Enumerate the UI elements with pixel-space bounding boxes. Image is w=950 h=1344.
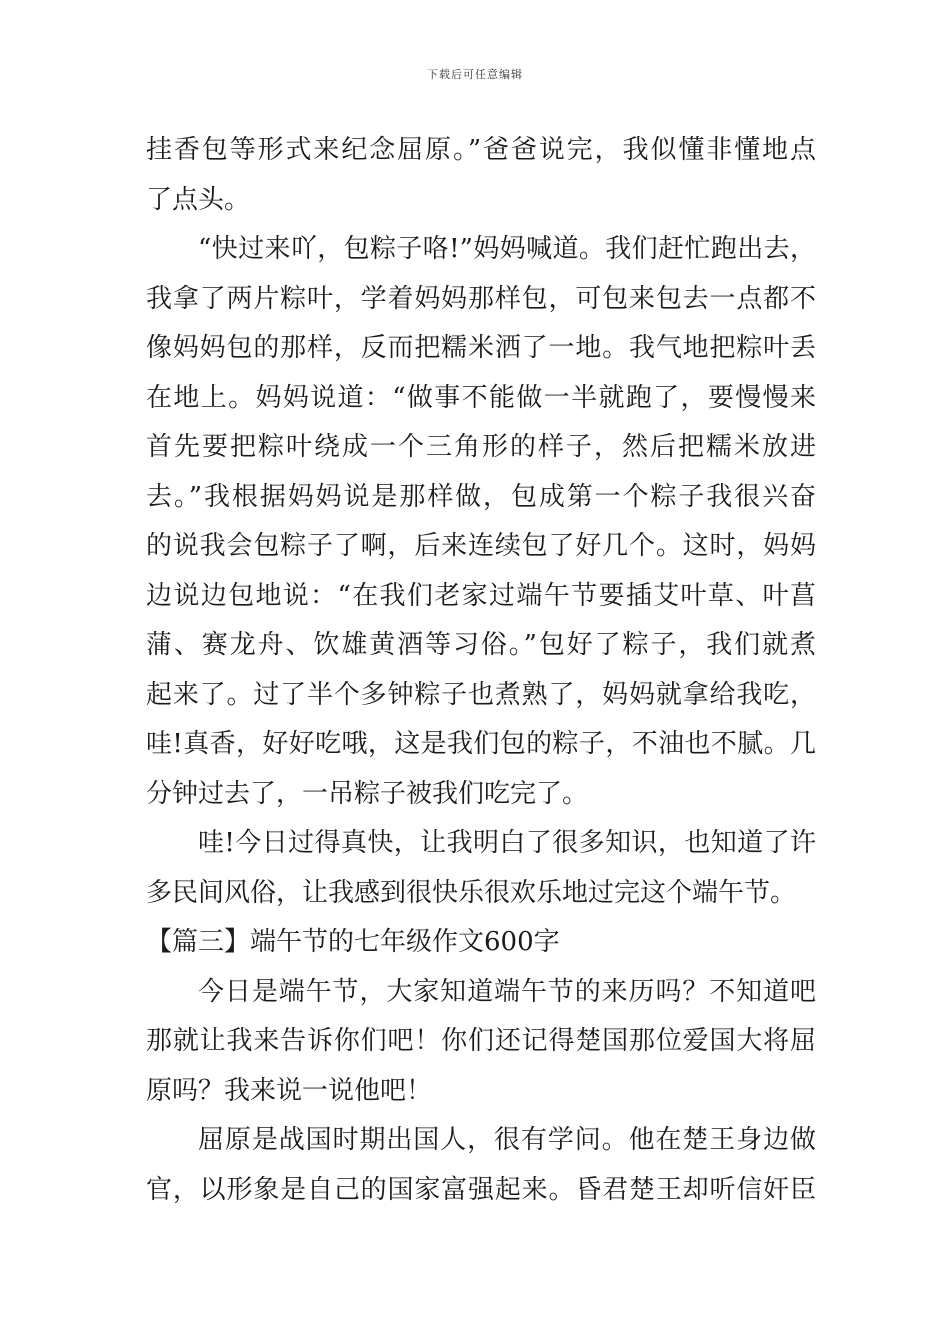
text-line: 了点头。 <box>146 184 251 215</box>
text-line: 哇!真香，好好吃哦，这是我们包的粽子，不油也不腻。几 <box>146 729 816 759</box>
text-line: 蒲、赛龙舟、饮雄黄酒等习俗。”包好了粽子，我们就煮 <box>146 630 816 660</box>
text-line: 官，以形象是自己的国家富强起来。昏君楚王却听信奸臣 <box>146 1174 816 1205</box>
text-line: 原吗？我来说一说他吧！ <box>146 1075 433 1106</box>
text-line: 边说边包地说：“在我们老家过端午节要插艾叶草、叶菖 <box>146 580 816 611</box>
text-line: 哇!今日过得真快，让我明白了很多知识，也知道了许 <box>198 828 816 858</box>
text-line: 分钟过去了，一吊粽子被我们吃完了。 <box>146 778 589 809</box>
document-body <box>146 126 816 1215</box>
text-line: 挂香包等形式来纪念屈原。”爸爸说完，我似懂非懂地点 <box>146 135 816 165</box>
text-line: 去。”我根据妈妈说是那样做，包成第一个粽子我很兴奋 <box>146 481 816 512</box>
text-line: 多民间风俗，让我感到很快乐很欢乐地过完这个端午节。 <box>146 877 797 908</box>
text-line: 像妈妈包的那样，反而把糯米洒了一地。我气地把粽叶丢 <box>146 333 816 363</box>
section-heading: 【篇三】端午节的七年级作文600字 <box>146 927 560 957</box>
text-line: 起来了。过了半个多钟粽子也煮熟了，妈妈就拿给我吃， <box>146 679 816 710</box>
text-line: 那就让我来告诉你们吧！你们还记得楚国那位爱国大将屈 <box>146 1026 816 1056</box>
text-line: 在地上。妈妈说道：“做事不能做一半就跑了，要慢慢来 <box>146 382 816 413</box>
text-line: 屈原是战国时期出国人，很有学问。他在楚王身边做 <box>198 1125 816 1155</box>
text-line: 的说我会包粽子了啊，后来连续包了好几个。这时，妈妈 <box>146 531 816 561</box>
text-line: 我拿了两片粽叶，学着妈妈那样包，可包来包去一点都不 <box>146 283 816 314</box>
page-header: 下载后可任意编辑 <box>427 68 523 81</box>
text-line: 今日是端午节，大家知道端午节的来历吗？不知道吧 <box>198 976 816 1007</box>
text-line: “快过来吖，包粽子咯!”妈妈喊道。我们赶忙跑出去， <box>198 234 816 264</box>
text-line: 首先要把粽叶绕成一个三角形的样子，然后把糯米放进 <box>146 432 816 462</box>
